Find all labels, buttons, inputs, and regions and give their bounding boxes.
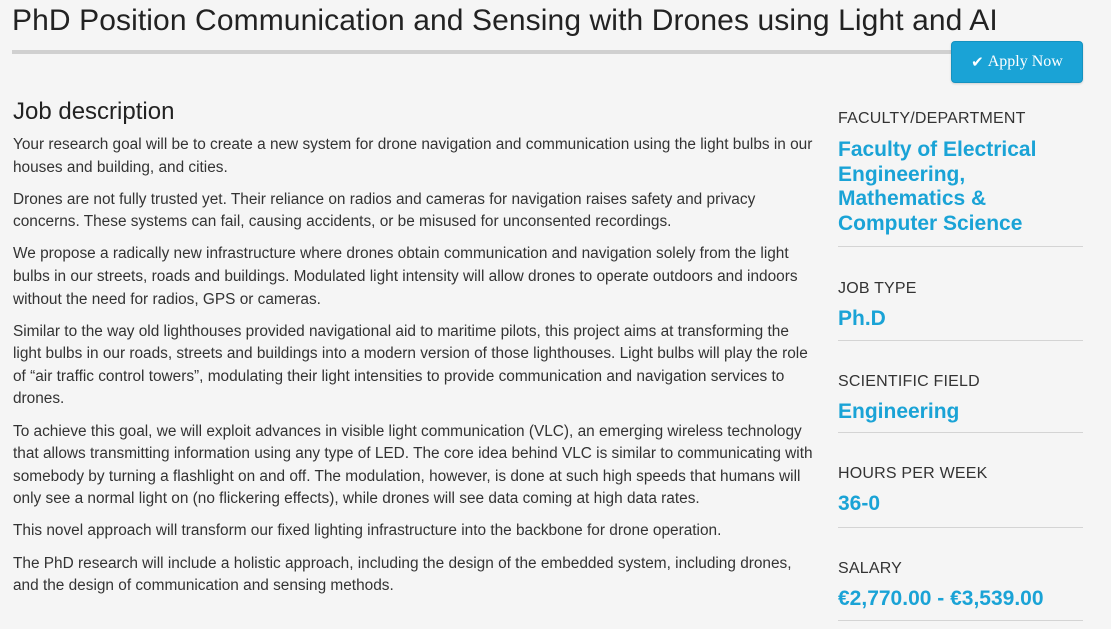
job-description-heading: Job description bbox=[13, 98, 175, 125]
check-icon: ✔ bbox=[971, 52, 984, 71]
job-type-label: JOB TYPE bbox=[838, 280, 917, 297]
scientific-field-section bbox=[838, 341, 1083, 434]
hours-per-week-label: HOURS PER WEEK bbox=[838, 465, 988, 482]
salary-value: €2,770.00 - €3,539.00 bbox=[838, 586, 1044, 610]
description-paragraph: Drones are not fully trusted yet. Their reliance on radios and cameras for navigation raises safety and privacy concerns. These systems can fail, causing accidents, or be misused for unconsented recordings. bbox=[13, 190, 756, 231]
scientific-field-label: SCIENTIFIC FIELD bbox=[838, 372, 980, 390]
job-type-value: Ph.D bbox=[838, 307, 886, 330]
hours-per-week-section bbox=[838, 433, 1083, 528]
faculty-section bbox=[838, 110, 1083, 247]
job-description-section bbox=[13, 98, 813, 607]
apply-now-button[interactable] bbox=[951, 41, 1083, 83]
job-type-section bbox=[838, 247, 1083, 341]
description-paragraph: Similar to the way old lighthouses provided navigational aid to maritime pilots, this project aims at transforming the light bulbs in our roads, streets and buildings into a modern version of those lighthouses. Light bulbs will play the role of “air traffic control towers”, modulating their light intensities to provide communication and navigation services to drones. bbox=[13, 322, 808, 408]
description-paragraph: The PhD research will include a holistic approach, including the design of the embedded system, including drones, and the design of communication and sensing methods. bbox=[13, 554, 792, 595]
salary-label: SALARY bbox=[838, 559, 903, 577]
faculty-label: FACULTY/DEPARTMENT bbox=[838, 110, 1026, 127]
description-paragraph: We propose a radically new infrastructure where drones obtain communication and navigation solely from the light bulbs in our streets, roads and buildings. Modulated light intensity will allow drones to operate outdoors and indoors without the need for radios, GPS or cameras. bbox=[13, 245, 798, 308]
apply-now-label: Apply Now bbox=[987, 53, 1063, 70]
hours-per-week-value: 36-0 bbox=[838, 492, 881, 515]
page-title: PhD Position Communication and Sensing with Drones using Light and AI bbox=[12, 4, 998, 37]
job-details-sidebar bbox=[838, 110, 1083, 621]
scientific-field-value: Engineering bbox=[838, 399, 960, 423]
description-paragraph: Your research goal will be to create a new system for drone navigation and communication using the light bulbs in our houses and building, and cities. bbox=[13, 136, 813, 176]
salary-section bbox=[838, 528, 1083, 622]
description-paragraph: To achieve this goal, we will exploit advances in visible light communication (VLC), an emerging wireless technology that allows transmitting information using any type of LED. The core idea behind VLC is similar to communicating with somebody by turning a flashlight on and off. The modulation, however, is done at such high speeds that humans will only see a normal light on (no flickering effects), while drones will see data coming at high data rates. bbox=[13, 422, 813, 508]
description-paragraph: This novel approach will transform our fixed lighting infrastructure into the backbone for drone operation. bbox=[13, 522, 722, 540]
title-divider bbox=[12, 50, 1027, 54]
faculty-value[interactable]: Faculty of Electrical Engineering, Mathematics & Computer Science bbox=[838, 138, 1037, 235]
